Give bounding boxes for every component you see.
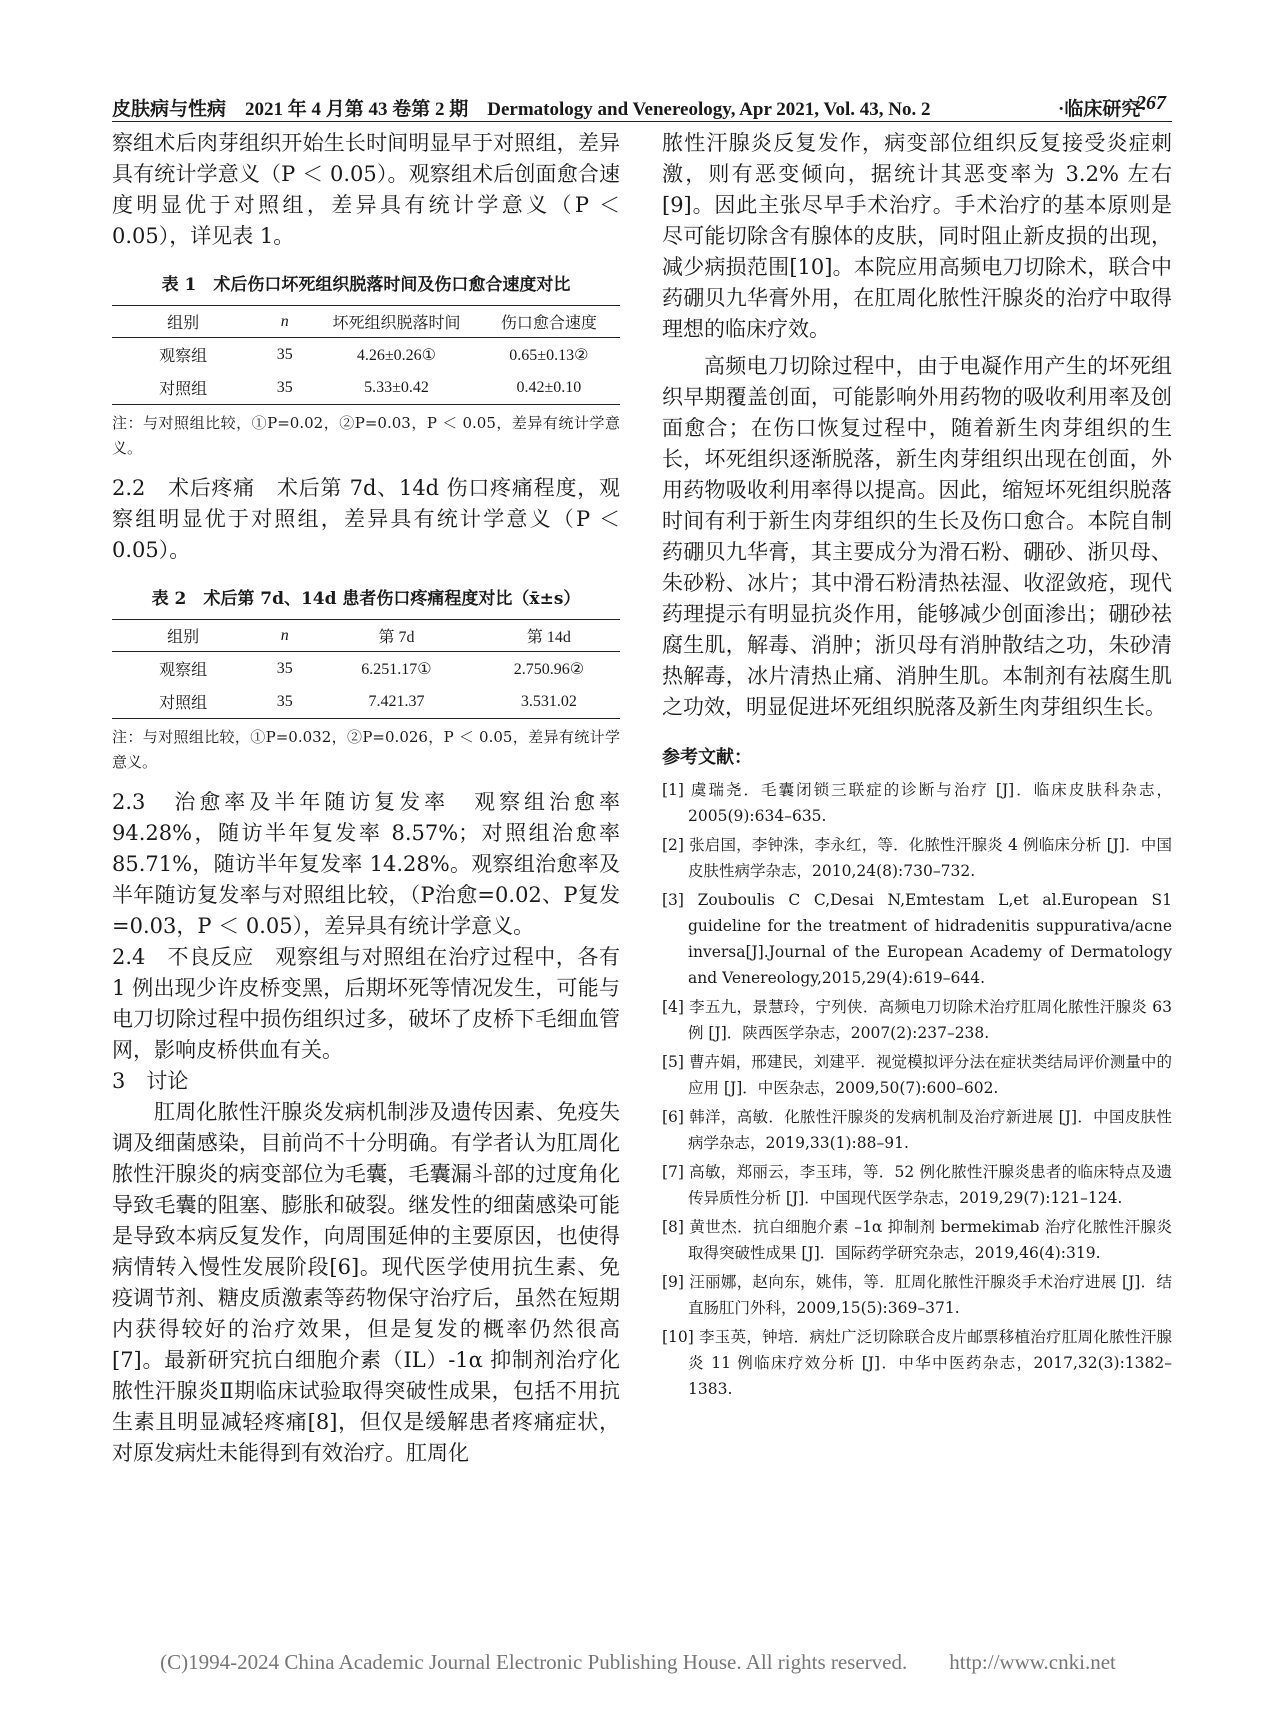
table1-header-cell: n — [254, 306, 315, 338]
table-cell: 35 — [276, 345, 293, 363]
table-cell: 4.26±0.26① — [356, 346, 437, 364]
table-cell: 5.33±0.42 — [315, 371, 478, 405]
table1-header-cell: 伤口愈合速度 — [478, 306, 620, 338]
table-cell: 0.65±0.13② — [509, 346, 589, 364]
table2-header-cell: n — [254, 620, 315, 652]
table1-caption: 表 1 术后伤口坏死组织脱落时间及伤口愈合速度对比 — [161, 275, 571, 295]
table-row — [112, 685, 620, 719]
table-row — [112, 652, 620, 686]
page-number: 267 — [1136, 92, 1166, 114]
table2-header-cell: 组别 — [112, 620, 254, 652]
reference-item: [9] 汪丽娜，赵向东，姚伟，等．肛周化脓性汗腺炎手术治疗进展 [J]．结直肠肛门外科，2009,15(5):369–371. — [662, 1273, 1172, 1317]
table-cell: 35 — [276, 659, 293, 677]
section-3-title: 3 讨论 — [112, 1069, 189, 1093]
paragraph-results-1: 察组术后肉芽组织开始生长时间明显早于对照组，差异具有统计学意义（P ＜ 0.05）。观察组术后创面愈合速度明显优于对照组，差异具有统计学意义（P ＜ 0.05），详见表 1。 — [112, 131, 620, 248]
reference-item: [7] 高敏，郑丽云，李玉玮，等．52 例化脓性汗腺炎患者的临床特点及遗传异质性分析 [J]．中国现代医学杂志，2019,29(7):121–124. — [662, 1163, 1172, 1207]
journal-info: 皮肤病与性病 2021 年 4 月第 43 卷第 2 期 Dermatology and Venereology, Apr 2021, Vol. 43, No. 2 — [112, 99, 931, 120]
table2-note: 注：与对照组比较，①P=0.032，②P=0.026，P ＜ 0.05，差异有统计学意义。 — [112, 728, 620, 771]
running-header — [112, 92, 1172, 122]
section-2-4: 2.4 不良反应 观察组与对照组在治疗过程中，各有 1 例出现少许皮桥变黑，后期坏死等情况发生，可能与电刀切除过程中损伤组织过多，破坏了皮桥下毛细血管网，影响皮桥供血有关。 — [112, 945, 620, 1062]
table-row — [112, 371, 620, 405]
reference-item: [10] 李玉英，钟培．病灶广泛切除联合皮片邮票移植治疗肛周化脓性汗腺炎 11 例临床疗效分析 [J]．中华中医药杂志，2017,32(3):1382–1383. — [662, 1328, 1172, 1398]
reference-item: [8] 黄世杰．抗白细胞介素 –1α 抑制剂 bermekimab 治疗化脓性汗腺炎取得突破性成果 [J]．国际药学研究杂志，2019,46(4):319. — [662, 1218, 1172, 1262]
table1 — [112, 305, 620, 405]
table-cell: 3.531.02 — [478, 685, 620, 719]
table-cell: 0.42±0.10 — [478, 371, 620, 405]
table2 — [112, 619, 620, 719]
references-title: 参考文献： — [662, 747, 752, 768]
section-label: ·临床研究· — [1058, 99, 1147, 120]
table-cell: 35 — [254, 685, 315, 719]
table1-note: 注：与对照组比较，①P=0.02，②P=0.03，P ＜ 0.05，差异有统计学意义。 — [112, 414, 620, 457]
table-row — [112, 338, 620, 372]
reference-item: [1] 虞瑞尧．毛囊闭锁三联症的诊断与治疗 [J]．临床皮肤科杂志，2005(9):634–635. — [662, 781, 1172, 825]
table-cell: 观察组 — [159, 662, 208, 679]
table2-header-cell: 第 7d — [315, 620, 478, 652]
section-2-3: 2.3 治愈率及半年随访复发率 观察组治愈率 94.28%，随访半年复发率 8.57%；对照组治愈率 85.71%，随访半年复发率 14.28%。观察组治愈率及半年随访复发率与对照组比较，（P治愈=0.02、P复发=0.03，P ＜ 0.05），差异具有统计学意义。 — [112, 790, 620, 938]
reference-item: [2] 张启国，李钟洙，李永红，等．化脓性汗腺炎 4 例临床分析 [J]．中国皮肤性病学杂志，2010,24(8):730–732. — [662, 836, 1172, 880]
copyright-footer: (C)1994-2024 China Academic Journal Electronic Publishing House. All rights reserved. http://www.cnki.net — [160, 1650, 1116, 1674]
section-2-2: 2.2 术后疼痛 术后第 7d、14d 伤口疼痛程度，观察组明显优于对照组，差异具有统计学意义（P ＜ 0.05）。 — [112, 476, 620, 562]
table-cell: 观察组 — [159, 348, 208, 365]
table-cell: 2.750.96② — [513, 660, 585, 678]
right-column — [662, 128, 1172, 1405]
discussion-paragraph-1: 肛周化脓性汗腺炎发病机制涉及遗传因素、免疫失调及细菌感染，目前尚不十分明确。有学者认为肛周化脓性汗腺炎的病变部位为毛囊，毛囊漏斗部的过度角化导致毛囊的阻塞、膨胀和破裂。继发性的细菌感染可能是导致本病反复发作，向周围延伸的主要原因，也使得病情转入慢性发展阶段[6]。现代医学使用抗生素、免疫调节剂、糖皮质激素等药物保守治疗后，虽然在短期内获得较好的治疗效果，但是复发的概率仍然很高[7]。最新研究抗白细胞介素（IL）-1α 抑制剂治疗化脓性汗腺炎Ⅱ期临床试验取得突破性成果，包括不用抗生素且明显减轻疼痛[8]，但仅是缓解患者疼痛症状，对原发病灶未能得到有效治疗。肛周化 — [112, 1100, 620, 1465]
table-cell: 35 — [254, 371, 315, 405]
table2-header-row — [112, 620, 620, 652]
reference-item: [4] 李五九，景慧玲，宁列侠．高频电刀切除术治疗肛周化脓性汗腺炎 63 例 [J]．陕西医学杂志，2007(2):237–238. — [662, 998, 1172, 1042]
reference-list — [662, 777, 1172, 1402]
table-cell: 7.421.37 — [315, 685, 478, 719]
table-cell: 对照组 — [112, 685, 254, 719]
table2-caption: 表 2 术后第 7d、14d 患者伤口疼痛程度对比（x̄±s） — [151, 589, 581, 609]
left-column — [112, 128, 620, 1469]
reference-item: [3] Zouboulis C C,Desai N,Emtestam L,et al.European S1 guideline for the treatment of hidradenitis suppurativa/acne inversa[J].Journal of the European Academy of Dermatology and Venereology,2015,29(4):619–644. — [662, 891, 1172, 987]
table-cell: 6.251.17① — [361, 660, 432, 678]
discussion-paragraph-3: 高频电刀切除过程中，由于电凝作用产生的坏死组织早期覆盖创面，可能影响外用药物的吸收利用率及创面愈合；在伤口恢复过程中，随着新生肉芽组织的生长，坏死组织逐渐脱落，新生肉芽组织出现在创面，外用药物吸收利用率得以提高。因此，缩短坏死组织脱落时间有利于新生肉芽组织的生长及伤口愈合。本院自制药硼贝九华膏，其主要成分为滑石粉、硼砂、浙贝母、朱砂粉、冰片；其中滑石粉清热祛湿、收涩敛疮，现代药理提示有明显抗炎作用，能够减少创面渗出；硼砂祛腐生肌，解毒、消肿；浙贝母有消肿散结之功，朱砂清热解毒，冰片清热止痛、消肿生肌。本制剂有祛腐生肌之功效，明显促进坏死组织脱落及新生肉芽组织生长。 — [662, 354, 1172, 719]
table1-header-cell: 组别 — [112, 306, 254, 338]
reference-item: [5] 曹卉娟，邢建民，刘建平．视觉模拟评分法在症状类结局评价测量中的应用 [J]．中医杂志，2009,50(7):600–602. — [662, 1053, 1172, 1097]
table1-header-row — [112, 306, 620, 338]
table2-header-cell: 第 14d — [478, 620, 620, 652]
discussion-paragraph-2: 脓性汗腺炎反复发作，病变部位组织反复接受炎症刺激，则有恶变倾向，据统计其恶变率为 3.2% 左右[9]。因此主张尽早手术治疗。手术治疗的基本原则是尽可能切除含有腺体的皮肤，同时阻止新皮损的出现，减少病损范围[10]。本院应用高频电刀切除术，联合中药硼贝九华膏外用，在肛周化脓性汗腺炎的治疗中取得理想的临床疗效。 — [662, 131, 1172, 341]
table1-header-cell: 坏死组织脱落时间 — [315, 306, 478, 338]
header-rule — [112, 121, 1172, 122]
table-cell: 对照组 — [112, 371, 254, 405]
reference-item: [6] 韩洋，高敏．化脓性汗腺炎的发病机制及治疗新进展 [J]．中国皮肤性病学杂志，2019,33(1):88–91. — [662, 1108, 1172, 1152]
